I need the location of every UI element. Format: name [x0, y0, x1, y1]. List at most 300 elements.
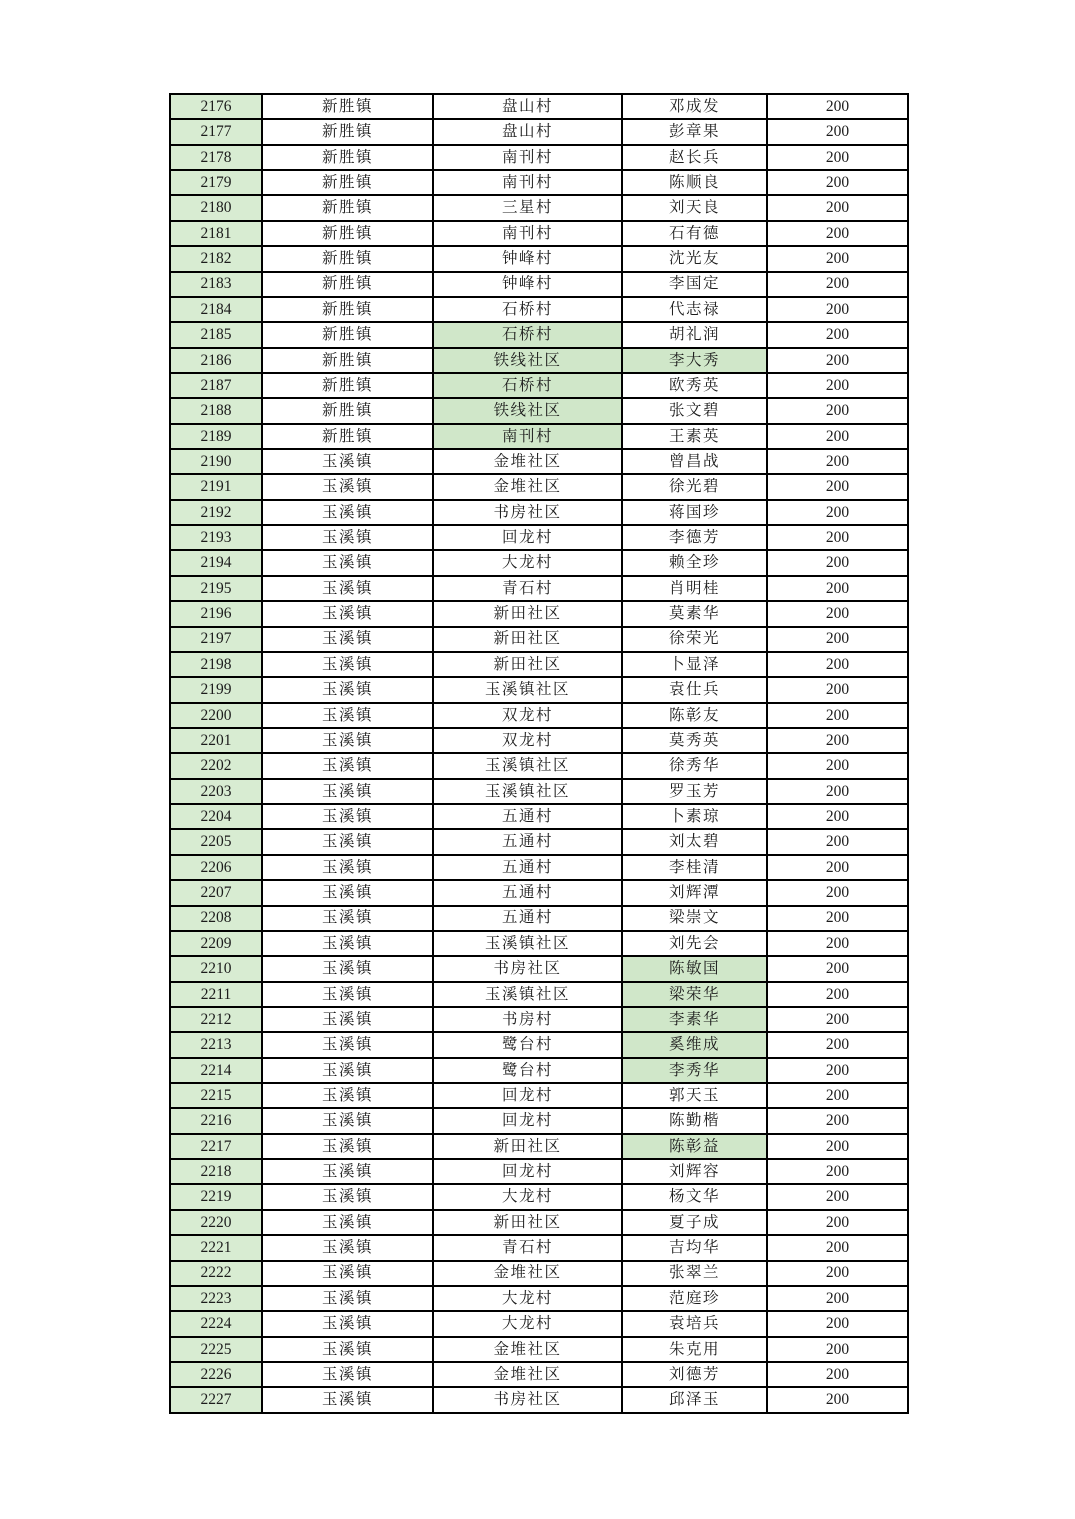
row-name-cell: 陈敏国	[622, 956, 767, 981]
table-row	[170, 1235, 908, 1260]
row-town-cell: 玉溪镇	[262, 1337, 433, 1362]
row-name-cell: 李秀华	[622, 1058, 767, 1083]
row-village-cell: 新田社区	[433, 1134, 622, 1159]
row-amount-cell: 200	[767, 474, 908, 499]
row-id-cell: 2191	[170, 474, 262, 499]
row-name-cell: 张文碧	[622, 398, 767, 423]
row-amount-cell: 200	[767, 1210, 908, 1235]
row-name-cell: 刘德芳	[622, 1362, 767, 1387]
row-name-cell: 李素华	[622, 1007, 767, 1032]
row-id-cell: 2183	[170, 272, 262, 297]
row-village-cell: 铁线社区	[433, 398, 622, 423]
row-village-cell: 三星村	[433, 195, 622, 220]
table-row	[170, 1108, 908, 1133]
row-town-cell: 玉溪镇	[262, 1007, 433, 1032]
row-village-cell: 回龙村	[433, 1108, 622, 1133]
row-name-cell: 李大秀	[622, 348, 767, 373]
table-row	[170, 170, 908, 195]
row-id-cell: 2196	[170, 601, 262, 626]
row-amount-cell: 200	[767, 322, 908, 347]
beneficiary-table	[169, 93, 909, 1414]
table-body	[170, 94, 908, 1413]
row-town-cell: 新胜镇	[262, 424, 433, 449]
row-amount-cell: 200	[767, 753, 908, 778]
table-row	[170, 525, 908, 550]
row-village-cell: 金堆社区	[433, 449, 622, 474]
row-id-cell: 2200	[170, 703, 262, 728]
row-town-cell: 玉溪镇	[262, 652, 433, 677]
row-name-cell: 曾昌战	[622, 449, 767, 474]
row-name-cell: 李德芳	[622, 525, 767, 550]
row-village-cell: 青石村	[433, 1235, 622, 1260]
table-row	[170, 474, 908, 499]
row-village-cell: 青石村	[433, 576, 622, 601]
row-village-cell: 书房村	[433, 1007, 622, 1032]
row-amount-cell: 200	[767, 398, 908, 423]
row-name-cell: 王素英	[622, 424, 767, 449]
row-town-cell: 玉溪镇	[262, 500, 433, 525]
row-village-cell: 大龙村	[433, 1311, 622, 1336]
row-town-cell: 玉溪镇	[262, 550, 433, 575]
row-id-cell: 2213	[170, 1032, 262, 1057]
row-amount-cell: 200	[767, 804, 908, 829]
row-village-cell: 鹭台村	[433, 1032, 622, 1057]
row-id-cell: 2218	[170, 1159, 262, 1184]
table-row	[170, 1337, 908, 1362]
row-name-cell: 李国定	[622, 272, 767, 297]
row-name-cell: 刘先会	[622, 931, 767, 956]
row-town-cell: 新胜镇	[262, 221, 433, 246]
row-amount-cell: 200	[767, 500, 908, 525]
row-id-cell: 2216	[170, 1108, 262, 1133]
table-row	[170, 576, 908, 601]
row-name-cell: 徐光碧	[622, 474, 767, 499]
table-row	[170, 424, 908, 449]
row-village-cell: 玉溪镇社区	[433, 982, 622, 1007]
table-row	[170, 753, 908, 778]
row-town-cell: 玉溪镇	[262, 677, 433, 702]
row-id-cell: 2225	[170, 1337, 262, 1362]
row-amount-cell: 200	[767, 652, 908, 677]
row-id-cell: 2197	[170, 627, 262, 652]
row-amount-cell: 200	[767, 246, 908, 271]
row-amount-cell: 200	[767, 1261, 908, 1286]
table-row	[170, 145, 908, 170]
row-id-cell: 2208	[170, 906, 262, 931]
row-name-cell: 刘太碧	[622, 829, 767, 854]
row-village-cell: 玉溪镇社区	[433, 931, 622, 956]
row-id-cell: 2181	[170, 221, 262, 246]
row-village-cell: 新田社区	[433, 601, 622, 626]
row-id-cell: 2188	[170, 398, 262, 423]
row-name-cell: 刘天良	[622, 195, 767, 220]
row-village-cell: 新田社区	[433, 627, 622, 652]
row-amount-cell: 200	[767, 703, 908, 728]
table-row	[170, 1387, 908, 1413]
row-amount-cell: 200	[767, 348, 908, 373]
row-village-cell: 书房社区	[433, 1387, 622, 1413]
row-amount-cell: 200	[767, 1184, 908, 1209]
row-amount-cell: 200	[767, 297, 908, 322]
table-row	[170, 195, 908, 220]
row-town-cell: 新胜镇	[262, 322, 433, 347]
row-town-cell: 玉溪镇	[262, 1286, 433, 1311]
row-town-cell: 玉溪镇	[262, 906, 433, 931]
row-town-cell: 玉溪镇	[262, 1387, 433, 1413]
row-name-cell: 邓成发	[622, 94, 767, 119]
row-name-cell: 胡礼润	[622, 322, 767, 347]
row-amount-cell: 200	[767, 601, 908, 626]
row-amount-cell: 200	[767, 170, 908, 195]
row-id-cell: 2185	[170, 322, 262, 347]
row-id-cell: 2211	[170, 982, 262, 1007]
row-id-cell: 2201	[170, 728, 262, 753]
table-row	[170, 931, 908, 956]
row-amount-cell: 200	[767, 1108, 908, 1133]
row-amount-cell: 200	[767, 424, 908, 449]
row-id-cell: 2199	[170, 677, 262, 702]
row-village-cell: 双龙村	[433, 728, 622, 753]
row-name-cell: 徐荣光	[622, 627, 767, 652]
row-name-cell: 彭章果	[622, 119, 767, 144]
row-name-cell: 刘辉潭	[622, 880, 767, 905]
row-town-cell: 玉溪镇	[262, 1058, 433, 1083]
row-amount-cell: 200	[767, 1235, 908, 1260]
row-id-cell: 2189	[170, 424, 262, 449]
row-id-cell: 2187	[170, 373, 262, 398]
row-amount-cell: 200	[767, 373, 908, 398]
table-row	[170, 779, 908, 804]
row-town-cell: 新胜镇	[262, 373, 433, 398]
row-amount-cell: 200	[767, 550, 908, 575]
row-amount-cell: 200	[767, 1387, 908, 1413]
row-id-cell: 2224	[170, 1311, 262, 1336]
row-id-cell: 2195	[170, 576, 262, 601]
row-amount-cell: 200	[767, 728, 908, 753]
row-village-cell: 盘山村	[433, 119, 622, 144]
row-name-cell: 杨文华	[622, 1184, 767, 1209]
row-village-cell: 金堆社区	[433, 474, 622, 499]
row-town-cell: 新胜镇	[262, 170, 433, 195]
row-town-cell: 新胜镇	[262, 246, 433, 271]
row-amount-cell: 200	[767, 627, 908, 652]
row-town-cell: 新胜镇	[262, 94, 433, 119]
row-amount-cell: 200	[767, 1337, 908, 1362]
row-name-cell: 莫素华	[622, 601, 767, 626]
row-village-cell: 五通村	[433, 829, 622, 854]
row-town-cell: 新胜镇	[262, 398, 433, 423]
row-name-cell: 石有德	[622, 221, 767, 246]
table-row	[170, 1134, 908, 1159]
row-amount-cell: 200	[767, 576, 908, 601]
row-amount-cell: 200	[767, 119, 908, 144]
row-amount-cell: 200	[767, 855, 908, 880]
row-town-cell: 玉溪镇	[262, 1159, 433, 1184]
row-name-cell: 徐秀华	[622, 753, 767, 778]
table-row	[170, 398, 908, 423]
row-town-cell: 新胜镇	[262, 119, 433, 144]
table-row	[170, 804, 908, 829]
row-town-cell: 玉溪镇	[262, 1235, 433, 1260]
row-id-cell: 2177	[170, 119, 262, 144]
row-id-cell: 2192	[170, 500, 262, 525]
row-village-cell: 大龙村	[433, 1184, 622, 1209]
row-village-cell: 石桥村	[433, 373, 622, 398]
row-name-cell: 陈勤楷	[622, 1108, 767, 1133]
row-village-cell: 钟峰村	[433, 246, 622, 271]
row-town-cell: 新胜镇	[262, 297, 433, 322]
row-town-cell: 玉溪镇	[262, 753, 433, 778]
row-town-cell: 玉溪镇	[262, 1210, 433, 1235]
table-row	[170, 601, 908, 626]
row-village-cell: 钟峰村	[433, 272, 622, 297]
table-row	[170, 1007, 908, 1032]
row-name-cell: 陈彰友	[622, 703, 767, 728]
row-name-cell: 刘辉容	[622, 1159, 767, 1184]
row-id-cell: 2210	[170, 956, 262, 981]
row-village-cell: 大龙村	[433, 1286, 622, 1311]
row-name-cell: 奚维成	[622, 1032, 767, 1057]
row-name-cell: 陈彰益	[622, 1134, 767, 1159]
row-id-cell: 2205	[170, 829, 262, 854]
row-name-cell: 李桂清	[622, 855, 767, 880]
row-village-cell: 金堆社区	[433, 1337, 622, 1362]
row-town-cell: 玉溪镇	[262, 525, 433, 550]
row-id-cell: 2198	[170, 652, 262, 677]
row-name-cell: 夏子成	[622, 1210, 767, 1235]
table-row	[170, 1159, 908, 1184]
table-row	[170, 855, 908, 880]
row-village-cell: 玉溪镇社区	[433, 677, 622, 702]
row-town-cell: 玉溪镇	[262, 1083, 433, 1108]
row-village-cell: 大龙村	[433, 550, 622, 575]
row-name-cell: 梁荣华	[622, 982, 767, 1007]
table-row	[170, 1362, 908, 1387]
row-town-cell: 玉溪镇	[262, 1032, 433, 1057]
row-id-cell: 2194	[170, 550, 262, 575]
row-village-cell: 新田社区	[433, 652, 622, 677]
table-row	[170, 373, 908, 398]
row-id-cell: 2204	[170, 804, 262, 829]
row-village-cell: 南刊村	[433, 221, 622, 246]
row-id-cell: 2226	[170, 1362, 262, 1387]
row-id-cell: 2186	[170, 348, 262, 373]
row-village-cell: 盘山村	[433, 94, 622, 119]
row-amount-cell: 200	[767, 956, 908, 981]
row-village-cell: 回龙村	[433, 1083, 622, 1108]
row-id-cell: 2176	[170, 94, 262, 119]
row-town-cell: 玉溪镇	[262, 855, 433, 880]
row-id-cell: 2214	[170, 1058, 262, 1083]
row-id-cell: 2217	[170, 1134, 262, 1159]
table-row	[170, 1184, 908, 1209]
row-amount-cell: 200	[767, 449, 908, 474]
row-name-cell: 陈顺良	[622, 170, 767, 195]
row-name-cell: 邱泽玉	[622, 1387, 767, 1413]
table-row	[170, 297, 908, 322]
table-row	[170, 500, 908, 525]
row-name-cell: 欧秀英	[622, 373, 767, 398]
row-name-cell: 袁培兵	[622, 1311, 767, 1336]
row-town-cell: 玉溪镇	[262, 956, 433, 981]
row-name-cell: 吉均华	[622, 1235, 767, 1260]
table-row	[170, 119, 908, 144]
table-row	[170, 1210, 908, 1235]
row-id-cell: 2179	[170, 170, 262, 195]
table-row	[170, 221, 908, 246]
row-name-cell: 罗玉芳	[622, 779, 767, 804]
row-town-cell: 玉溪镇	[262, 880, 433, 905]
table-row	[170, 677, 908, 702]
row-town-cell: 新胜镇	[262, 145, 433, 170]
table-row	[170, 1311, 908, 1336]
row-village-cell: 南刊村	[433, 424, 622, 449]
row-village-cell: 五通村	[433, 880, 622, 905]
row-id-cell: 2184	[170, 297, 262, 322]
row-amount-cell: 200	[767, 1286, 908, 1311]
row-town-cell: 玉溪镇	[262, 804, 433, 829]
row-town-cell: 玉溪镇	[262, 449, 433, 474]
row-name-cell: 范庭珍	[622, 1286, 767, 1311]
row-id-cell: 2212	[170, 1007, 262, 1032]
row-village-cell: 南刊村	[433, 145, 622, 170]
row-amount-cell: 200	[767, 1083, 908, 1108]
row-name-cell: 卜显泽	[622, 652, 767, 677]
row-name-cell: 张翠兰	[622, 1261, 767, 1286]
row-name-cell: 肖明桂	[622, 576, 767, 601]
row-village-cell: 南刊村	[433, 170, 622, 195]
row-village-cell: 五通村	[433, 906, 622, 931]
row-amount-cell: 200	[767, 982, 908, 1007]
row-town-cell: 玉溪镇	[262, 1134, 433, 1159]
row-id-cell: 2182	[170, 246, 262, 271]
row-town-cell: 玉溪镇	[262, 474, 433, 499]
row-town-cell: 玉溪镇	[262, 576, 433, 601]
row-id-cell: 2207	[170, 880, 262, 905]
table-row	[170, 982, 908, 1007]
row-id-cell: 2180	[170, 195, 262, 220]
row-village-cell: 回龙村	[433, 1159, 622, 1184]
row-town-cell: 玉溪镇	[262, 728, 433, 753]
table-row	[170, 703, 908, 728]
row-name-cell: 梁崇文	[622, 906, 767, 931]
row-village-cell: 五通村	[433, 855, 622, 880]
row-id-cell: 2220	[170, 1210, 262, 1235]
table-row	[170, 1261, 908, 1286]
row-id-cell: 2221	[170, 1235, 262, 1260]
row-village-cell: 书房社区	[433, 500, 622, 525]
table-row	[170, 449, 908, 474]
row-amount-cell: 200	[767, 1134, 908, 1159]
table-row	[170, 906, 908, 931]
table-row	[170, 272, 908, 297]
row-name-cell: 莫秀英	[622, 728, 767, 753]
row-village-cell: 铁线社区	[433, 348, 622, 373]
row-town-cell: 玉溪镇	[262, 982, 433, 1007]
row-amount-cell: 200	[767, 94, 908, 119]
row-town-cell: 玉溪镇	[262, 779, 433, 804]
table-row	[170, 627, 908, 652]
row-amount-cell: 200	[767, 1311, 908, 1336]
row-village-cell: 玉溪镇社区	[433, 779, 622, 804]
row-town-cell: 新胜镇	[262, 195, 433, 220]
row-village-cell: 金堆社区	[433, 1362, 622, 1387]
row-amount-cell: 200	[767, 1362, 908, 1387]
row-village-cell: 五通村	[433, 804, 622, 829]
table-row	[170, 652, 908, 677]
row-name-cell: 朱克用	[622, 1337, 767, 1362]
row-amount-cell: 200	[767, 931, 908, 956]
row-id-cell: 2202	[170, 753, 262, 778]
row-name-cell: 代志禄	[622, 297, 767, 322]
table-row	[170, 348, 908, 373]
row-town-cell: 玉溪镇	[262, 1311, 433, 1336]
row-village-cell: 鹭台村	[433, 1058, 622, 1083]
row-id-cell: 2222	[170, 1261, 262, 1286]
table-row	[170, 246, 908, 271]
row-village-cell: 回龙村	[433, 525, 622, 550]
row-village-cell: 书房社区	[433, 956, 622, 981]
table-row	[170, 1083, 908, 1108]
row-town-cell: 玉溪镇	[262, 829, 433, 854]
row-village-cell: 金堆社区	[433, 1261, 622, 1286]
row-village-cell: 石桥村	[433, 297, 622, 322]
table-row	[170, 728, 908, 753]
row-town-cell: 新胜镇	[262, 272, 433, 297]
table-row	[170, 94, 908, 119]
row-town-cell: 玉溪镇	[262, 601, 433, 626]
row-amount-cell: 200	[767, 525, 908, 550]
row-town-cell: 玉溪镇	[262, 1261, 433, 1286]
row-amount-cell: 200	[767, 779, 908, 804]
row-amount-cell: 200	[767, 272, 908, 297]
row-amount-cell: 200	[767, 1032, 908, 1057]
row-village-cell: 新田社区	[433, 1210, 622, 1235]
row-name-cell: 赵长兵	[622, 145, 767, 170]
row-id-cell: 2178	[170, 145, 262, 170]
row-name-cell: 袁仕兵	[622, 677, 767, 702]
row-amount-cell: 200	[767, 677, 908, 702]
row-amount-cell: 200	[767, 221, 908, 246]
table-row	[170, 322, 908, 347]
row-id-cell: 2227	[170, 1387, 262, 1413]
row-name-cell: 卜素琼	[622, 804, 767, 829]
row-id-cell: 2206	[170, 855, 262, 880]
row-amount-cell: 200	[767, 906, 908, 931]
row-id-cell: 2203	[170, 779, 262, 804]
row-amount-cell: 200	[767, 1159, 908, 1184]
row-name-cell: 沈光友	[622, 246, 767, 271]
row-id-cell: 2190	[170, 449, 262, 474]
row-town-cell: 玉溪镇	[262, 931, 433, 956]
table-row	[170, 1058, 908, 1083]
row-name-cell: 蒋国珍	[622, 500, 767, 525]
table-row	[170, 1032, 908, 1057]
row-id-cell: 2193	[170, 525, 262, 550]
row-village-cell: 石桥村	[433, 322, 622, 347]
table-row	[170, 880, 908, 905]
row-amount-cell: 200	[767, 829, 908, 854]
row-amount-cell: 200	[767, 145, 908, 170]
row-town-cell: 玉溪镇	[262, 1108, 433, 1133]
row-id-cell: 2215	[170, 1083, 262, 1108]
row-amount-cell: 200	[767, 1007, 908, 1032]
row-name-cell: 郭天玉	[622, 1083, 767, 1108]
row-village-cell: 双龙村	[433, 703, 622, 728]
row-amount-cell: 200	[767, 880, 908, 905]
table-row	[170, 1286, 908, 1311]
row-village-cell: 玉溪镇社区	[433, 753, 622, 778]
